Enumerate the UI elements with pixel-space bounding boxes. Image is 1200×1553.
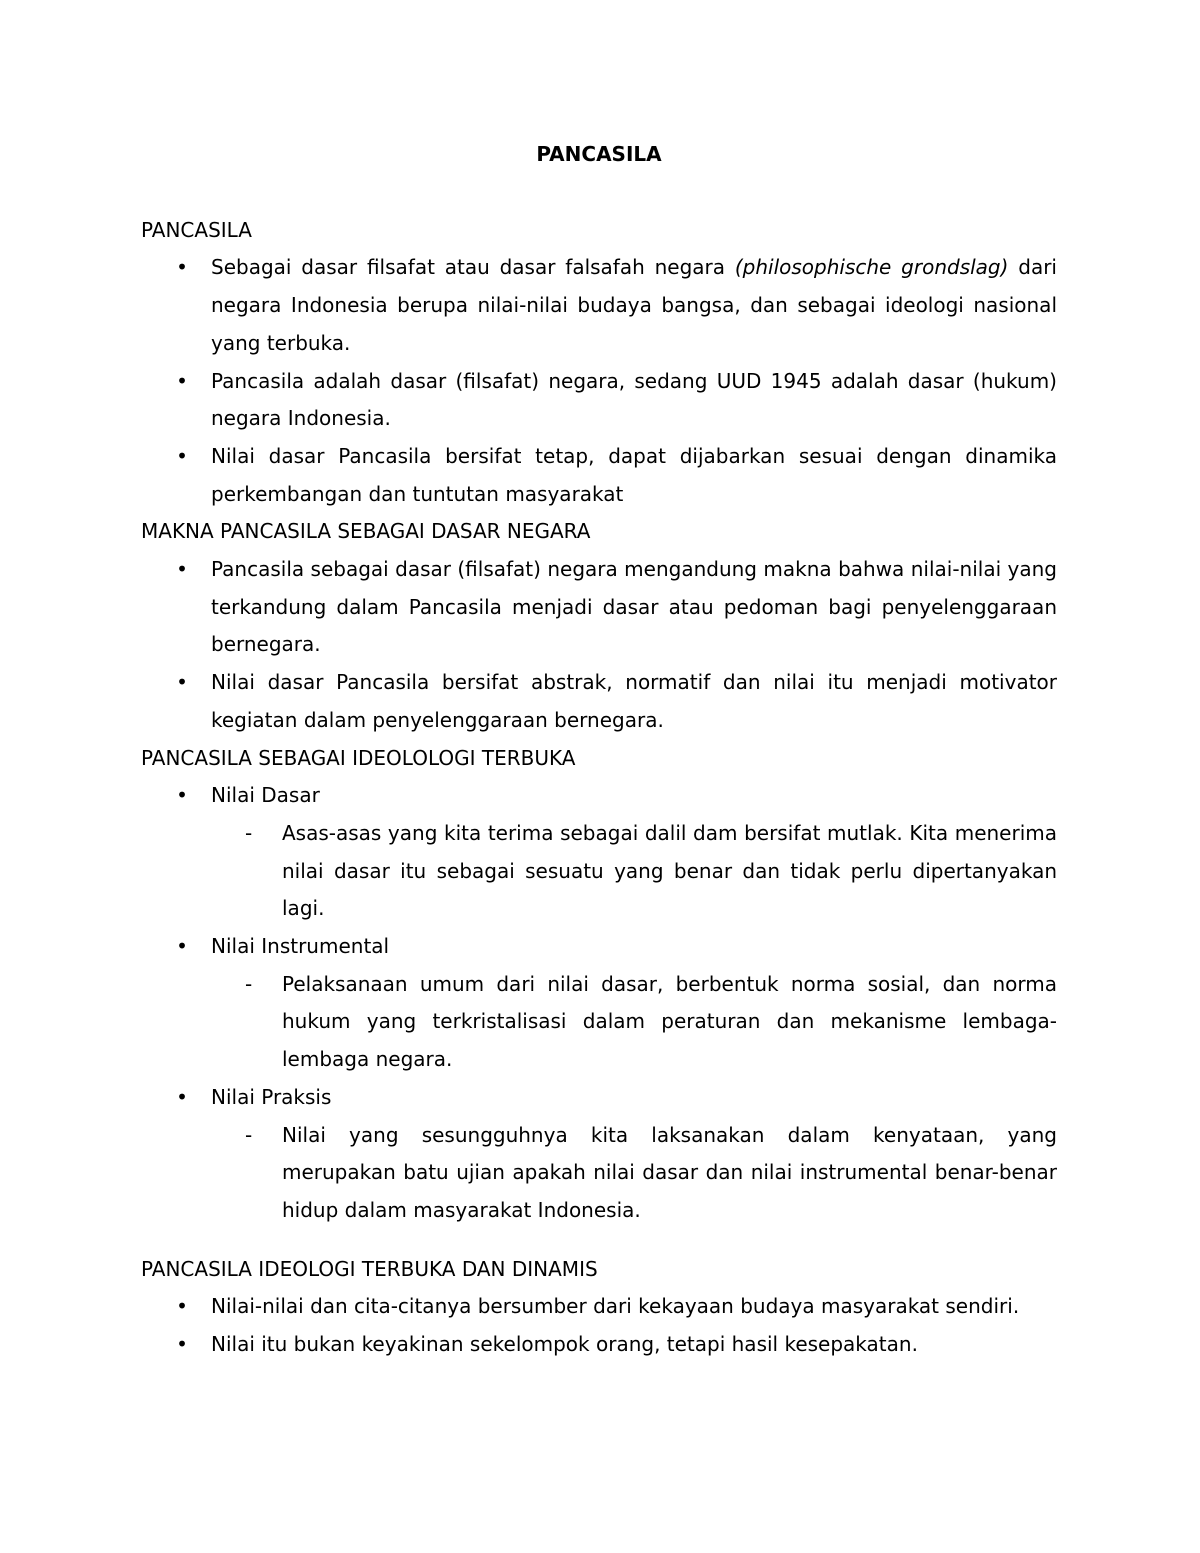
section-heading-ideologi-terbuka: PANCASILA SEBAGAI IDEOLOLOGI TERBUKA (141, 745, 576, 770)
list-item (141, 815, 1057, 928)
list-item-text (211, 249, 1057, 362)
list-item (141, 249, 1057, 362)
list-item-text: Nilai itu bukan keyakinan sekelompok orang, tetapi hasil kesepakatan. (211, 1332, 918, 1357)
bullet-icon: • (176, 1084, 188, 1109)
section-heading-dinamis: PANCASILA IDEOLOGI TERBUKA DAN DINAMIS (141, 1256, 598, 1281)
list-item-text: Asas-asas yang kita terima sebagai dalil dam bersifat mutlak. Kita menerima nilai dasar itu sebagai sesuatu yang benar dan tidak perlu dipertanyakan lagi. (282, 820, 1057, 921)
list-item-text: Nilai-nilai dan cita-citanya bersumber dari kekayaan budaya masyarakat sendiri. (211, 1294, 1020, 1319)
section-heading-makna: MAKNA PANCASILA SEBAGAI DASAR NEGARA (141, 519, 591, 544)
text-run: dari negara Indonesia berupa nilai-nilai budaya bangsa, dan sebagai ideologi nasional yang terbuka. (211, 255, 1057, 355)
list-item-text: Nilai dasar Pancasila bersifat tetap, dapat dijabarkan sesuai dengan dinamika perkembangan dan tuntutan masyarakat (211, 443, 1057, 506)
dash-list (211, 966, 1057, 1079)
dash-list (211, 815, 1057, 928)
bullet-icon: • (176, 783, 188, 808)
list-item-text: Pancasila sebagai dasar (filsafat) negara mengandung makna bahwa nilai-nilai yang terkandung dalam Pancasila menjadi dasar atau pedoman bagi penyelenggaraan bernegara. (211, 557, 1057, 657)
list-item (141, 551, 1057, 664)
list-item (141, 363, 1057, 438)
list-item (141, 438, 1057, 513)
bullet-icon: • (176, 934, 188, 959)
bullet-list (141, 777, 1057, 1229)
bullet-icon: • (176, 557, 188, 582)
dash-icon: - (245, 820, 253, 845)
list-item (141, 1288, 1057, 1326)
bullet-list (141, 249, 1057, 513)
list-item (141, 1326, 1057, 1364)
dash-list (211, 1117, 1057, 1230)
bullet-icon: • (176, 368, 188, 393)
bullet-list (141, 551, 1057, 740)
bullet-icon: • (176, 670, 188, 695)
list-item-text: Nilai yang sesungguhnya kita laksanakan dalam kenyataan, yang merupakan batu ujian apakah nilai dasar dan nilai instrumental benar-benar hidup dalam masyarakat Indonesia. (282, 1122, 1057, 1222)
list-item (141, 664, 1057, 739)
bullet-icon: • (176, 443, 188, 468)
bullet-list (141, 1288, 1057, 1363)
list-item-text: Nilai dasar Pancasila bersifat abstrak, normatif dan nilai itu menjadi motivator kegiatan dalam penyelenggaraan bernegara. (211, 670, 1057, 732)
list-item (141, 1079, 1057, 1230)
list-item (141, 966, 1057, 1079)
text-run: Sebagai dasar filsafat atau dasar falsafah negara (211, 255, 735, 280)
list-item-text: Nilai Dasar (211, 783, 320, 808)
dash-icon: - (245, 971, 253, 996)
bullet-icon: • (176, 1332, 188, 1357)
italic-text: (philosophische grondslag) (734, 255, 1009, 280)
document-page (141, 136, 1057, 1364)
list-item (141, 1117, 1057, 1230)
list-item-text: Pelaksanaan umum dari nilai dasar, berbentuk norma sosial, dan norma hukum yang terkristalisasi dalam peraturan dan mekanisme lembaga-lembaga negara. (282, 971, 1057, 1072)
bullet-icon: • (176, 255, 188, 280)
document-title: PANCASILA (536, 142, 662, 166)
bullet-icon: • (176, 1294, 188, 1319)
dash-icon: - (245, 1122, 253, 1147)
list-item-text: Nilai Praksis (211, 1084, 332, 1109)
list-item-text: Pancasila adalah dasar (filsafat) negara, sedang UUD 1945 adalah dasar (hukum) negara Indonesia. (211, 368, 1057, 431)
section-heading-pancasila: PANCASILA (141, 217, 252, 242)
list-item (141, 928, 1057, 1079)
list-item (141, 777, 1057, 928)
list-item-text: Nilai Instrumental (211, 934, 390, 959)
